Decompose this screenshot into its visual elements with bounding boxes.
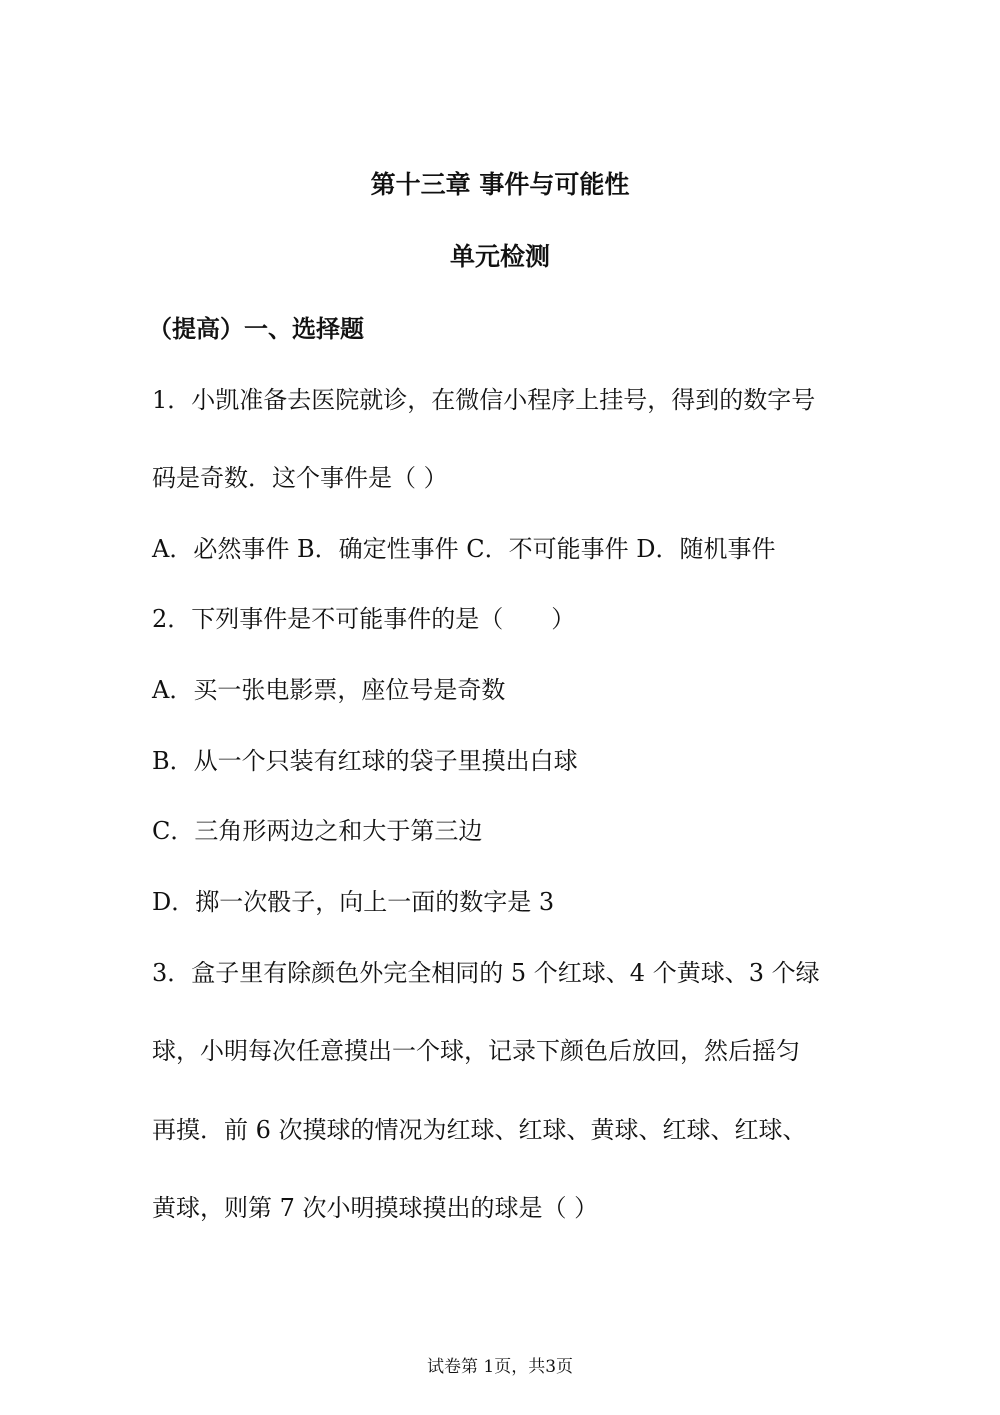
question-2-option-a: A．买一张电影票，座位号是奇数 (152, 676, 506, 704)
question-2-option-b: B．从一个只装有红球的袋子里摸出白球 (152, 747, 578, 775)
question-1-line-1: 1．小凯准备去医院就诊，在微信小程序上挂号，得到的数字号 (152, 386, 816, 414)
question-2-option-d: D．掷一次骰子，向上一面的数字是 3 (152, 888, 555, 916)
question-3-line-1: 3．盒子里有除颜色外完全相同的 5 个红球、4 个黄球、3 个绿 (152, 959, 820, 987)
page-footer: 试卷第 1页，共3页 (426, 1357, 574, 1377)
question-3-line-3: 再摸．前 6 次摸球的情况为红球、红球、黄球、红球、红球、 (152, 1116, 807, 1144)
section-heading: （提高）一、选择题 (148, 315, 364, 343)
question-2-stem: 2．下列事件是不可能事件的是（ ） (152, 605, 576, 633)
question-1-options: A．必然事件 B．确定性事件 C．不可能事件 D．随机事件 (152, 535, 776, 563)
question-3-line-2: 球，小明每次任意摸出一个球，记录下颜色后放回，然后摇匀 (152, 1037, 800, 1065)
unit-title: 单元检测 (449, 242, 550, 271)
question-1-line-2: 码是奇数．这个事件是（ ） (152, 464, 448, 492)
question-2-option-c: C．三角形两边之和大于第三边 (152, 817, 483, 845)
chapter-title: 第十三章 事件与可能性 (370, 170, 630, 199)
question-3-line-4: 黄球，则第 7 次小明摸球摸出的球是（ ） (152, 1194, 599, 1222)
